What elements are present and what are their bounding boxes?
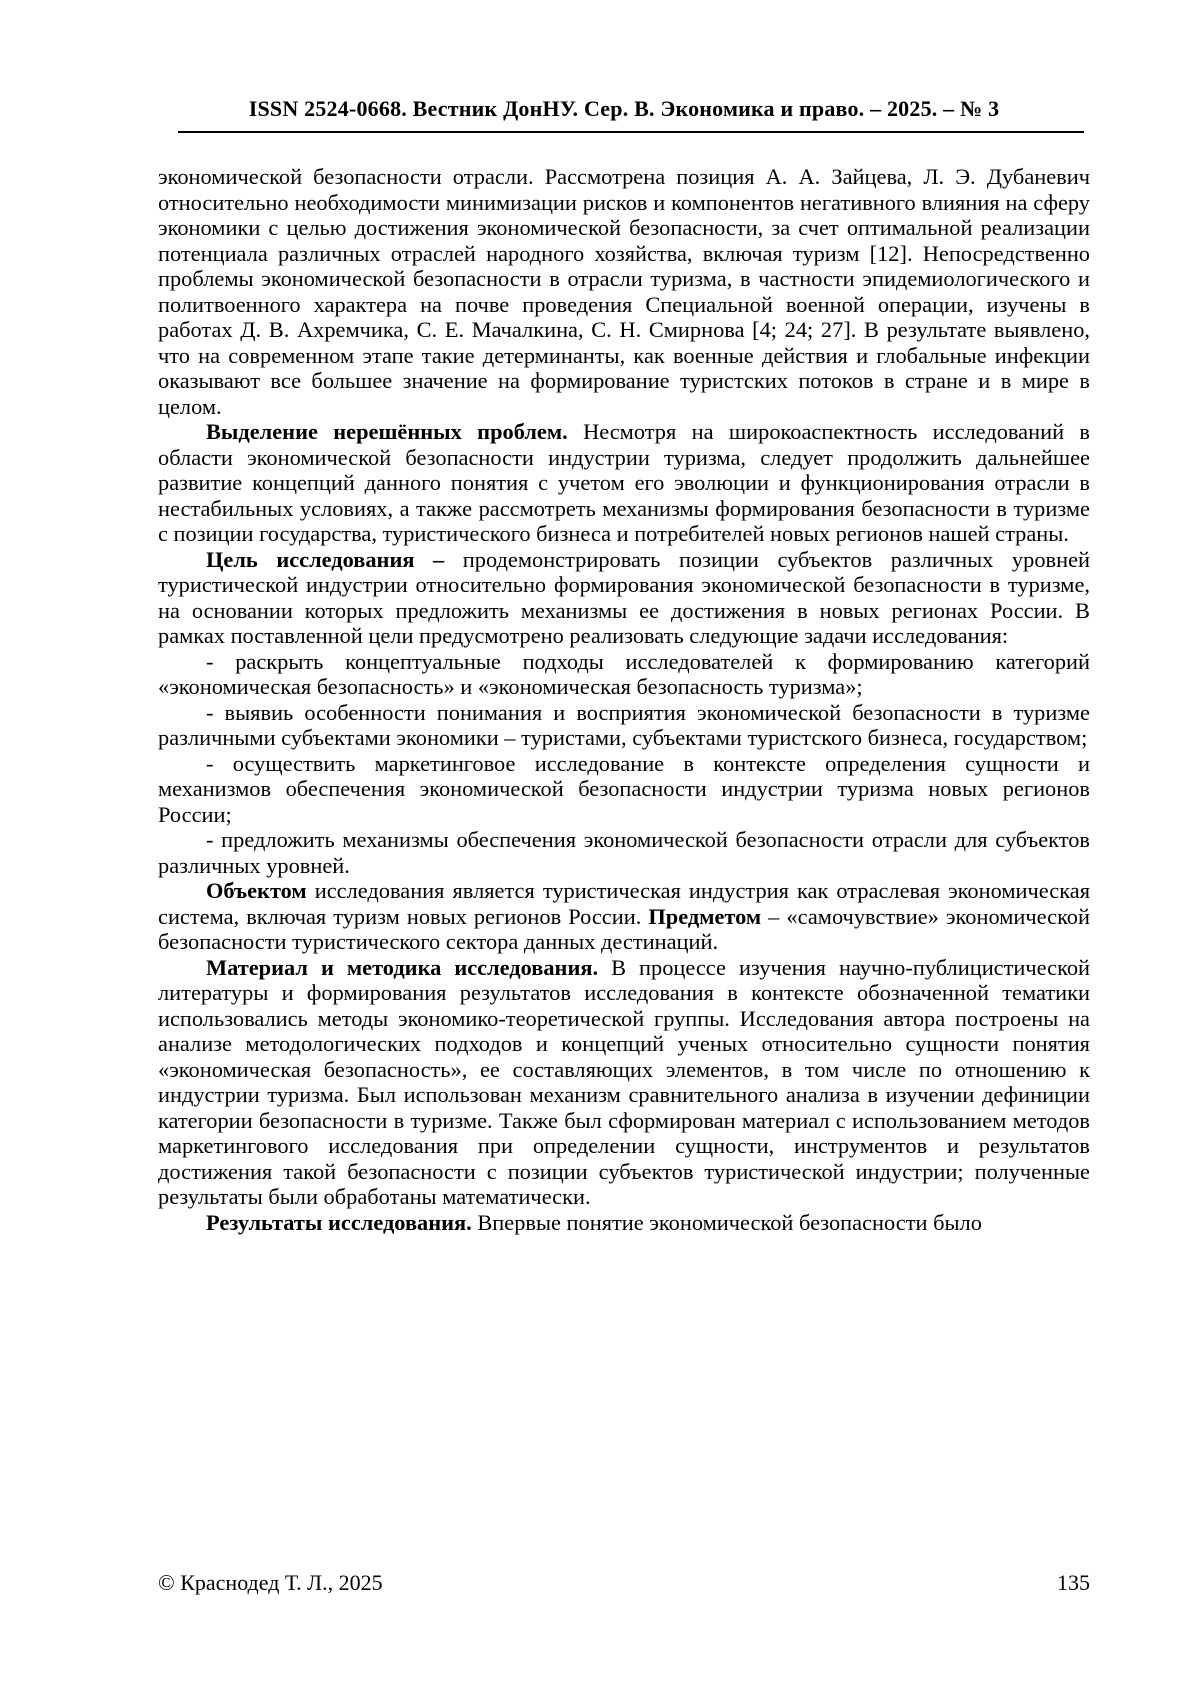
paragraph-text: В процессе изучения научно-публицистической литературы и формирования результатов исследования в контексте обозначенной тематики использовались методы экономико-теоретической группы. Исследования автора построены на анализе методологических подходов и концепций ученых относительно сущности понятия «экономическая безопасность», ее составляющих элементов, в том числе по отношению к индустрии туризма. Был использован механизм сравнительного анализа в изучении дефиниции категории безопасности в туризме. Также был сформирован материал с использованием методов маркетингового исследования при определении сущности, инструментов и результатов достижения такой безопасности с позиции субъектов туристической индустрии; полученные результаты были обработаны математически.: [158, 954, 1090, 1209]
copyright-line: © Краснодед Т. Л., 2025: [158, 1570, 383, 1595]
paragraph-text: Несмотря на широкоаспектность исследований в области экономической безопасности индустрии туризма, следует продолжить дальнейшее развитие концепций данного понятия с учетом его эволюции и функционирования отрасли в нестабильных условиях, а также рассмотреть механизмы формирования безопасности в туризме с позиции государства, туристического бизнеса и потребителей новых регионов нашей страны.: [158, 419, 1090, 546]
paragraph-lead-bold: Выделение нерешённых проблем.: [206, 419, 584, 444]
paragraph-text: - предложить механизмы обеспечения экономической безопасности отрасли для субъектов различных уровней.: [158, 827, 1090, 878]
paragraph-text: Впервые понятие экономической безопасности было: [477, 1209, 982, 1235]
paragraph-text: исследования является туристическая индустрия как отраслевая экономическая система, включая туризм новых регионов России.: [158, 878, 1090, 929]
page-number: 135: [1057, 1570, 1090, 1595]
paragraph: [158, 649, 1090, 700]
paragraph-text: - выявиь особенности понимания и восприятия экономической безопасности в туризме различными субъектами экономики – туристами, субъектами туристского бизнеса, государством;: [158, 699, 1090, 750]
paragraph-lead-bold: Объектом: [206, 878, 315, 903]
paragraph: [158, 751, 1090, 828]
paragraph: [158, 827, 1090, 878]
paragraph-lead-bold: Материал и методика исследования.: [206, 954, 612, 980]
page-footer: [158, 1570, 1090, 1596]
paragraph: [158, 547, 1090, 649]
paragraph-text: экономической безопасности отрасли. Рассмотрена позиция А. А. Зайцева, Л. Э. Дубаневич относительно необходимости минимизации рисков и компонентов негативного влияния на сферу экономики с целью достижения экономической безопасности, за счет оптимальной реализации потенциала различных отраслей народного хозяйства, включая туризм [12]. Непосредственно проблемы экономической безопасности в отрасли туризма, в частности эпидемиологического и политвоенного характера на почве проведения Специальной военной операции, изучены в работах Д. В. Ахремчика, С. Е. Мачалкина, С. Н. Смирнова [4; 24; 27]. В результате выявлено, что на современном этапе такие детерминанты, как военные действия и глобальные инфекции оказывают все большее значение на формирование туристских потоков в стране и в мире в целом.: [158, 164, 1090, 419]
paragraph-text: продемонстрировать позиции субъектов различных уровней туристической индустрии относительно формирования экономической безопасности в туризме, на основании которых предложить механизмы ее достижения в новых регионах России. В рамках поставленной цели предусмотрено реализовать следующие задачи исследования:: [158, 546, 1090, 648]
paragraph: [158, 878, 1090, 955]
paragraph: [158, 1210, 1090, 1236]
paragraph-text: - раскрыть концептуальные подходы исследователей к формированию категорий «экономическая безопасность» и «экономическая безопасность туризма»;: [158, 648, 1090, 699]
paragraph-text: - осуществить маркетинговое исследование в контексте определения сущности и механизмов обеспечения экономической безопасности индустрии туризма новых регионов России;: [158, 750, 1090, 827]
paragraph-lead-bold: Цель исследования –: [206, 546, 463, 572]
running-header: ISSN 2524-0668. Вестник ДонНУ. Сер. В. Экономика и право. – 2025. – № 3: [248, 96, 1000, 121]
header-rule: [178, 131, 1084, 133]
paragraph-text: – «самочувствие» экономической безопасности туристического сектора данных дестинаций.: [158, 903, 1090, 954]
paragraph-lead-bold: Результаты исследования.: [206, 1209, 478, 1235]
paragraph: [158, 955, 1090, 1210]
paragraph: [158, 164, 1090, 419]
article-body: [158, 164, 1090, 1235]
paragraph-lead-bold: Предметом: [648, 903, 769, 929]
paragraph: [158, 419, 1090, 547]
paragraph: [158, 700, 1090, 751]
